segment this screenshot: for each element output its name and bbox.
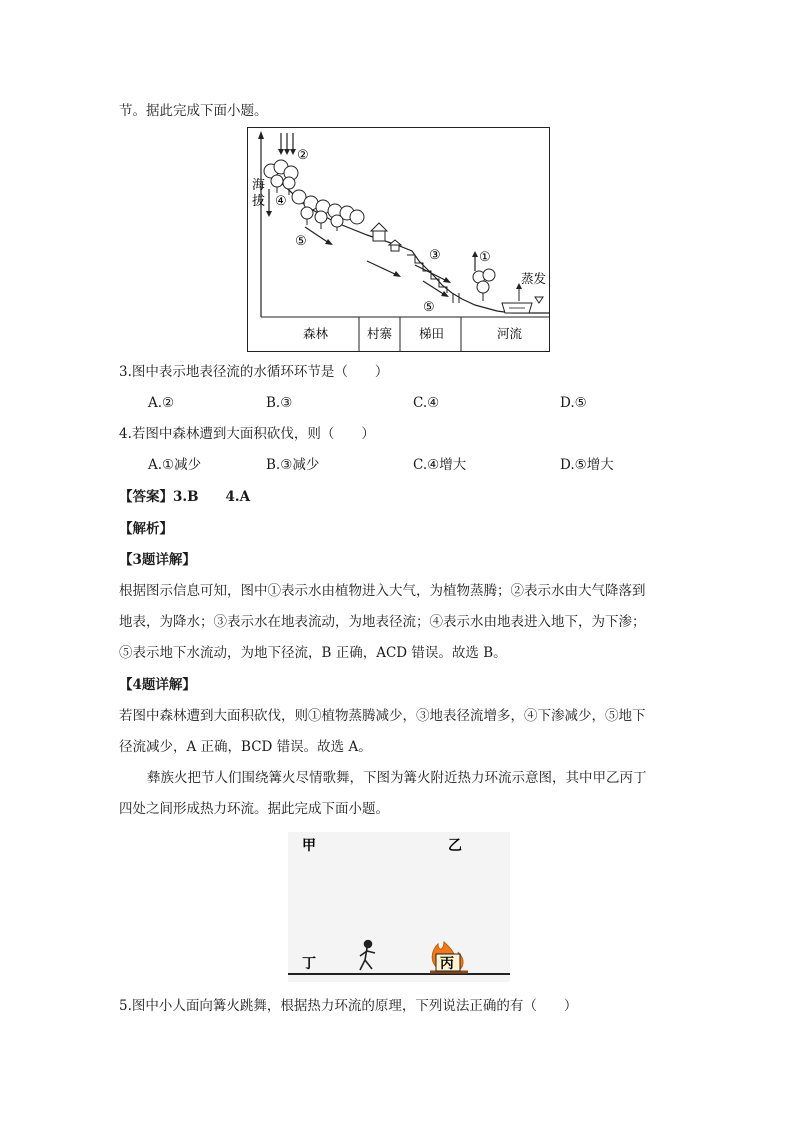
y-axis-label-2: 拔 [252, 194, 266, 209]
q3-option-b: B.③ [266, 395, 293, 411]
label-5b: ⑤ [423, 300, 435, 315]
q4-option-c: C.④增大 [413, 457, 467, 473]
thermal-circulation-figure [288, 832, 510, 982]
analysis-title: 【解析】 [119, 521, 173, 537]
q3-option-c: C.④ [413, 395, 440, 411]
q3-detail-line-3: ⑤表示地下水流动，为地下径流，B 正确，ACD 错误。故选 B。 [119, 645, 507, 661]
zone-terrace: 梯田 [419, 326, 445, 341]
zone-river: 河流 [497, 326, 523, 341]
intro2-line-2: 四处之间形成热力环流。据此完成下面小题。 [119, 801, 389, 817]
q3-detail-line-1: 根据图示信息可知，图中①表示水由植物进入大气，为植物蒸腾；②表示水由大气降落到 [119, 583, 646, 599]
q3-option-d: D.⑤ [560, 395, 587, 411]
label-yi: 乙 [448, 838, 462, 854]
label-2: ② [297, 148, 309, 163]
intro2-line-1: 彝族火把节人们围绕篝火尽情歌舞，下图为篝火附近热力环流示意图，其中甲乙丙丁 [147, 770, 647, 786]
label-4: ④ [275, 194, 287, 209]
y-axis-label-1: 海 [252, 178, 266, 193]
q3-detail-line-2: 地表，为降水；③表示水在地表流动，为地表径流；④表示水由地表进入地下，为下渗； [119, 614, 646, 630]
label-3: ③ [429, 248, 441, 263]
q4-detail-line-2: 径流减少，A 正确，BCD 错误。故选 A。 [119, 739, 372, 755]
label-ding: 丁 [302, 956, 316, 972]
water-cycle-figure [247, 127, 550, 352]
q4-detail-line-1: 若图中森林遭到大面积砍伐，则①植物蒸腾减少，③地表径流增多，④下渗减少，⑤地下 [119, 708, 646, 724]
q3-option-a: A.② [148, 395, 175, 411]
answer-line: 【答案】3.B 4.A [119, 489, 251, 505]
q4-option-b: B.③减少 [266, 457, 320, 473]
intro-line: 节。据此完成下面小题。 [119, 103, 268, 119]
label-jia: 甲 [302, 838, 316, 854]
q5-stem: 5.图中小人面向篝火跳舞，根据热力环流的原理，下列说法正确的有（ ） [119, 998, 578, 1014]
zone-village: 村寨 [367, 326, 393, 341]
label-bing: 丙 [440, 956, 454, 972]
q3-detail-title: 【3题详解】 [119, 552, 196, 568]
q4-stem: 4.若图中森林遭到大面积砍伐，则（ ） [119, 426, 375, 442]
q4-detail-title: 【4题详解】 [119, 677, 196, 693]
zone-forest: 森林 [303, 326, 329, 341]
water-cycle-diagram [247, 127, 550, 352]
label-1: ① [479, 250, 491, 265]
q3-stem: 3.图中表示地表径流的水循环环节是（ ） [119, 364, 389, 380]
thermal-circulation-diagram [288, 832, 510, 982]
q4-option-a: A.①减少 [148, 457, 202, 473]
evaporation-label: 蒸发 [521, 271, 547, 286]
label-5a: ⑤ [295, 234, 307, 249]
q4-option-d: D.⑤增大 [560, 457, 614, 473]
